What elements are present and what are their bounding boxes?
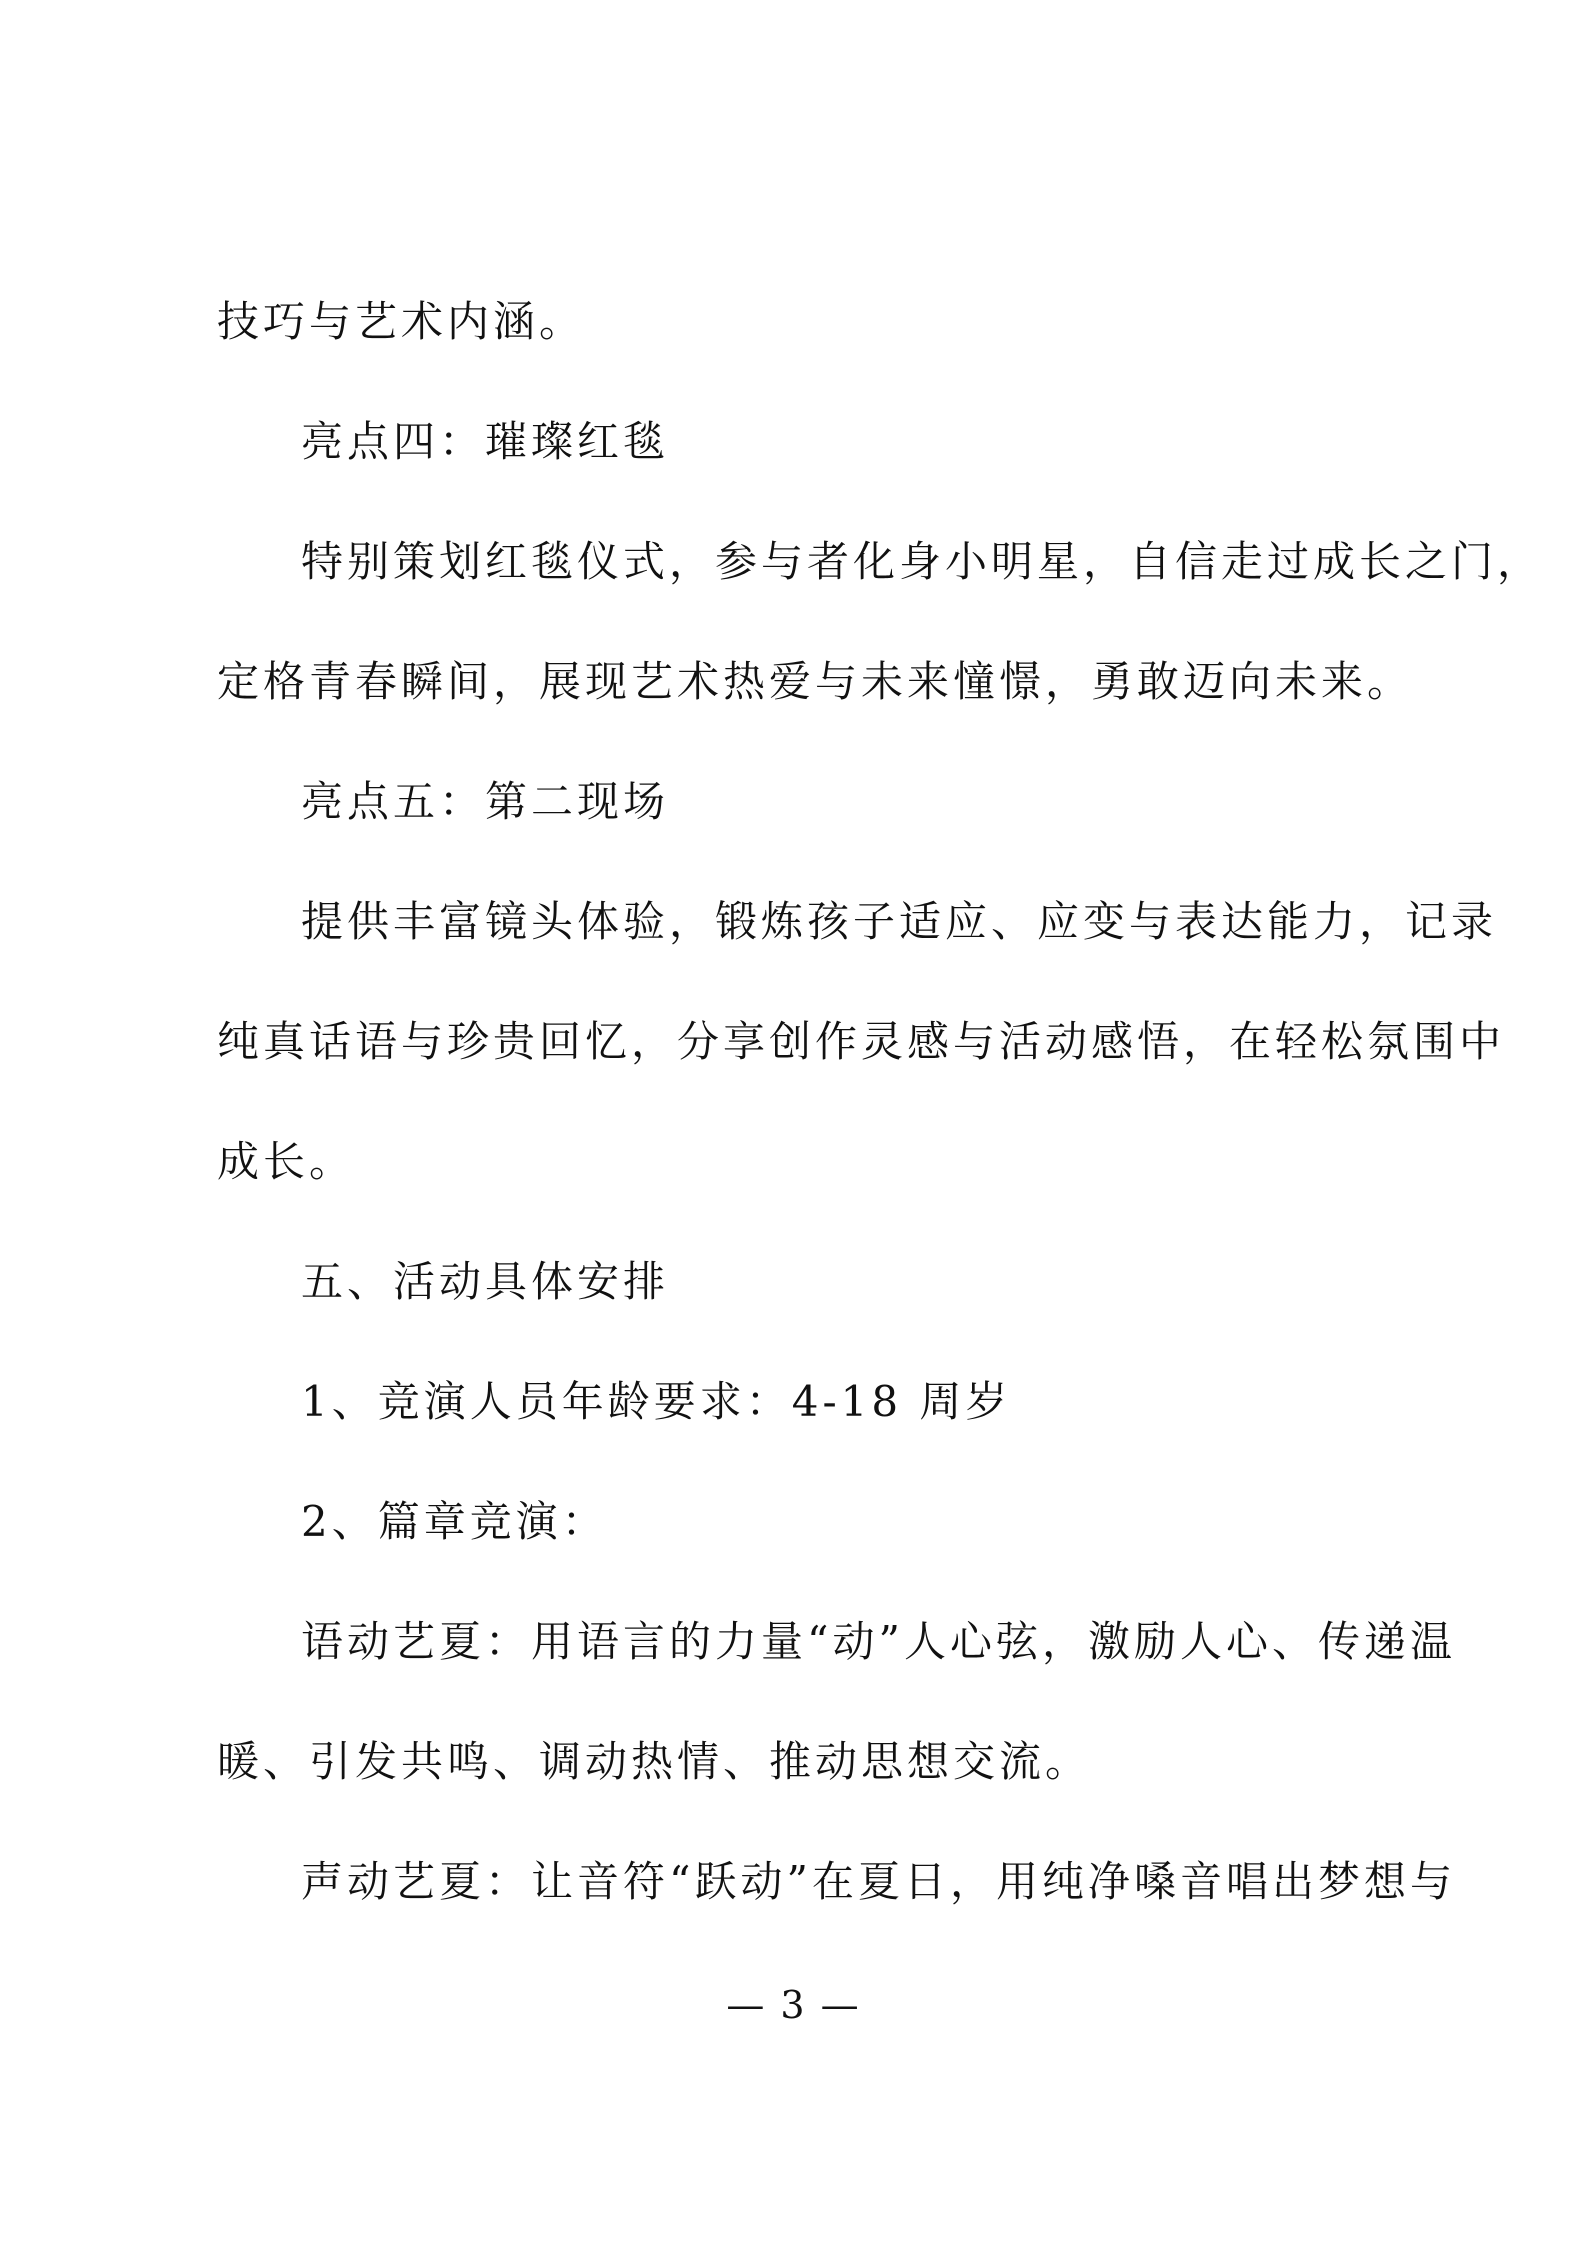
paragraph-line: 提供丰富镜头体验，锻炼孩子适应、应变与表达能力，记录 <box>301 897 1498 946</box>
list-item: 1、竞演人员年龄要求：4-18 周岁 <box>301 1377 1012 1426</box>
section-heading: 五、活动具体安排 <box>301 1257 670 1306</box>
highlight-heading: 亮点五：第二现场 <box>301 777 670 826</box>
paragraph-line: 暖、引发共鸣、调动热情、推动思想交流。 <box>217 1737 1092 1786</box>
paragraph-line: 定格青春瞬间，展现艺术热爱与未来憧憬，勇敢迈向未来。 <box>217 657 1414 706</box>
paragraph-line: 纯真话语与珍贵回忆，分享创作灵感与活动感悟，在轻松氛围中 <box>217 1017 1506 1066</box>
paragraph-line: 语动艺夏：用语言的力量“动”人心弦，激励人心、传递温 <box>301 1617 1456 1666</box>
highlight-heading: 亮点四：璀璨红毯 <box>301 417 670 466</box>
paragraph-line: 声动艺夏：让音符“跃动”在夏日，用纯净嗓音唱出梦想与 <box>301 1857 1456 1906</box>
paragraph-line: 特别策划红毯仪式，参与者化身小明星，自信走过成长之门， <box>301 537 1544 586</box>
page-number: — 3 — <box>726 1983 861 2027</box>
list-item: 2、篇章竞演： <box>301 1497 608 1546</box>
paragraph-line: 技巧与艺术内涵。 <box>217 297 586 346</box>
paragraph-line: 成长。 <box>217 1137 356 1186</box>
